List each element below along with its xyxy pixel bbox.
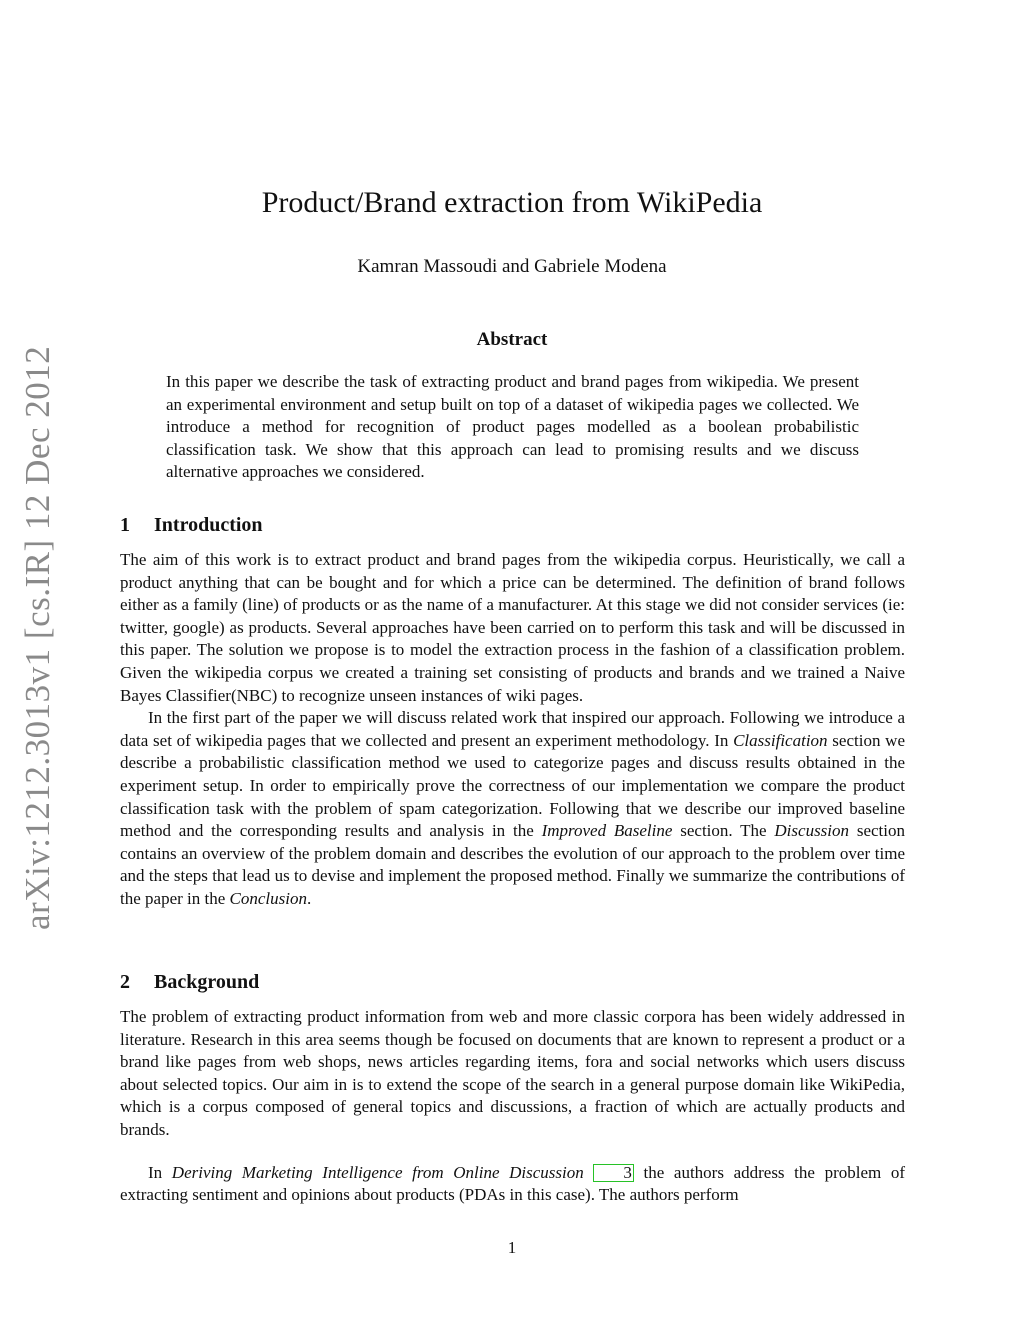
text-run: section contains an overview of the problem domain and describes the evolution of our approach to the problem over time and the steps that lead us to devise and implement the proposed method. Finally we summarize the contributions of the paper in the [120,821,905,908]
background-paragraph-1: The problem of extracting product information from web and more classic corpora has been widely addressed in literature. Research in this area seems though be focused on documents that are known to represent a product or a brand like pages from web shops, news articles regarding items, fora and social networks which users discuss about selected topics. Our aim in is to extend the scope of the search in a general purpose domain like WikiPedia, which is a corpus composed of general topics and discussions, a fraction of which are actually products and brands. [120,1007,905,1139]
section-number: 1 [120,514,130,536]
introduction-body [120,549,905,911]
text-run: the authors address the problem of extracting sentiment and opinions about products (PDAs in this case). The authors perform [120,1162,905,1205]
emphasis-discussion: Discussion [774,821,850,841]
citation-link[interactable]: 3 [593,1164,634,1182]
section-heading-introduction [120,514,263,537]
emphasis-conclusion: Conclusion [229,888,307,908]
text-run: section. The [672,821,775,841]
text-run [584,1163,594,1182]
emphasis-classification: Classification [733,730,828,750]
emphasis-paper-title: Deriving Marketing Intelligence from Online Discussion [171,1162,584,1182]
arxiv-identifier-stamp: arXiv:1212.3013v1 [cs.IR] 12 Dec 2012 [18,345,57,930]
background-paragraph-2 [120,1162,905,1207]
introduction-paragraph-1: The aim of this work is to extract product and brand pages from the wikipedia corpus. Heuristically, we call a product anything that can be bought and for which a price can be determined. The definition of brand follows either as a family (line) of products or as the name of a manufacturer. At this stage we did not consider services (ie: twitter, google) as products. Several approaches have been carried on to perform this task and will be discussed in this paper. The solution we propose is to model the extraction process in the fashion of a classification problem. Given the wikipedia corpus we created a training set consisting of products and brands and we trained a Naive Bayes Classifier(NBC) to recognize unseen instances of wiki pages. [120,550,905,705]
text-run: In [148,1162,172,1182]
section-heading-background [120,971,259,994]
emphasis-improved-baseline: Improved Baseline [541,821,673,841]
section-title: Background [154,971,260,993]
text-run: . [306,888,312,908]
abstract-heading: Abstract [476,329,548,350]
paper-authors: Kamran Massoudi and Gabriele Modena [357,256,667,277]
background-body [120,1006,905,1207]
introduction-paragraph-2 [120,707,905,910]
page-number: 1 [507,1238,517,1257]
text-run: In the first part of the paper we will discuss related work that inspired our approach. Following we introduce a data set of wikipedia pages that we collected and present an experiment methodology. In [120,708,905,750]
paper-title: Product/Brand extraction from WikiPedia [261,186,763,219]
section-title: Introduction [154,514,263,536]
abstract-text: In this paper we describe the task of extracting product and brand pages from wikipedia. We present an experimental environment and setup built on top of a dataset of wikipedia pages we collected. We introduce a method for recognition of product pages modelled as a boolean probabilistic classification task. We show that this approach can lead to promising results and we discuss alternative approaches we considered. [166,372,859,482]
text-run: section we describe a probabilistic classification method we used to categorize pages and discuss results obtained in the experiment setup. In order to empirically prove the correctness of our implementation we compare the product classification task with the problem of spam categorization. Following that we describe our improved baseline method and the corresponding results and analysis in the [120,730,905,841]
section-number: 2 [120,971,130,993]
